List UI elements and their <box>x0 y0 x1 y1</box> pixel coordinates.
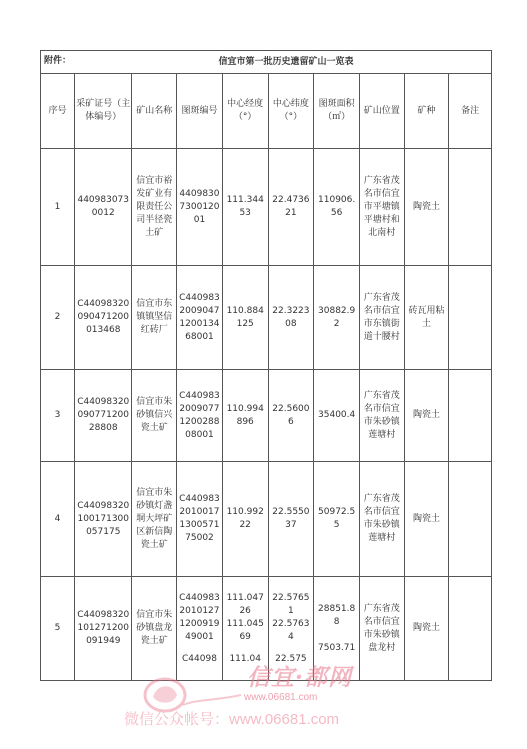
column-header: 备注 <box>449 74 492 149</box>
cell-location: 广东省茂名市信宜市朱砂镇莲塘村 <box>359 370 404 462</box>
cell-area: 30882.92 <box>314 266 360 370</box>
cell-license: C44098320101271200091949 <box>75 577 132 681</box>
cell-patch-value: C44098 <box>182 653 217 664</box>
column-header: 图斑面积（㎡） <box>314 74 360 149</box>
cell-lon <box>222 577 268 681</box>
watermark-wechat-line: 微信公众帐号：www.06681.com <box>124 711 340 728</box>
column-header: 中心经度（°） <box>222 74 268 149</box>
table-row <box>41 370 492 462</box>
cell-name: 信宜市朱砂镇信兴瓷土矿 <box>132 370 177 462</box>
cell-area: 35400.4 <box>314 370 360 462</box>
cell-lat <box>268 577 314 681</box>
cell-note <box>449 462 492 577</box>
cell-area-value: 28851.88 <box>318 603 356 627</box>
cell-name: 信宜市朱砂镇盘龙瓷土矿 <box>132 577 177 681</box>
cell-lon-value: 111.04 <box>229 653 261 664</box>
cell-area <box>314 577 360 681</box>
cell-patch: C4409832010017130057175002 <box>177 462 223 577</box>
cell-name: 信宜市裕发矿业有限责任公司半径瓷土矿 <box>132 149 177 266</box>
cell-location: 广东省茂名市信宜市东镇街道十腰村 <box>359 266 404 370</box>
cell-lon: 110.99222 <box>222 462 268 577</box>
cell-patch: C4409832009077120028808001 <box>177 370 223 462</box>
cell-note <box>449 149 492 266</box>
table-row <box>41 462 492 577</box>
cell-mineral: 陶瓷土 <box>404 149 449 266</box>
column-header: 矿山位置 <box>359 74 404 149</box>
cell-lat: 22.322308 <box>268 266 314 370</box>
cell-area: 110906.56 <box>314 149 360 266</box>
cell-lat-value: 22.57634 <box>272 618 310 642</box>
column-header: 序号 <box>41 74 75 149</box>
cell-mineral: 陶瓷土 <box>404 462 449 577</box>
cell-note <box>449 370 492 462</box>
cell-name: 信宜市东镇镇坚信红砖厂 <box>132 266 177 370</box>
column-header: 矿种 <box>404 74 449 149</box>
cell-license: C44098320090471200013468 <box>75 266 132 370</box>
cell-mineral: 陶瓷土 <box>404 370 449 462</box>
cell-location: 广东省茂名市信宜市平塘镇平塘村和北南村 <box>359 149 404 266</box>
cell-no: 3 <box>41 370 75 462</box>
cell-name: 信宜市朱砂镇灯盏垌大坪矿区新信陶瓷土矿 <box>132 462 177 577</box>
cell-patch: C4409832009047120013468001 <box>177 266 223 370</box>
cell-location: 广东省茂名市信宜市朱砂镇莲塘村 <box>359 462 404 577</box>
cell-lat: 22.56006 <box>268 370 314 462</box>
cell-lon-value: 111.04569 <box>226 618 264 642</box>
cell-lat-value: 22.57651 <box>272 592 310 616</box>
cell-patch <box>177 577 223 681</box>
table-row <box>41 266 492 370</box>
column-header: 图斑编号 <box>177 74 223 149</box>
watermark-brand: 信宜·都网 <box>247 664 353 691</box>
cell-note <box>449 577 492 681</box>
rose-logo-icon <box>143 675 243 715</box>
column-header-row <box>41 74 492 149</box>
cell-no: 5 <box>41 577 75 681</box>
column-header: 中心纬度（°） <box>268 74 314 149</box>
table-title-row <box>41 51 492 74</box>
cell-note <box>449 266 492 370</box>
cell-no: 4 <box>41 462 75 577</box>
cell-patch-value: C4409832010127120091949001 <box>179 592 220 642</box>
watermark-url: www.06681.com <box>244 692 318 703</box>
mine-list-table <box>40 50 492 681</box>
column-header: 采矿证号（主体编号） <box>75 74 132 149</box>
cell-license: C44098320100171300057175 <box>75 462 132 577</box>
cell-mineral: 砖瓦用粘土 <box>404 266 449 370</box>
cell-mineral: 陶瓷土 <box>404 577 449 681</box>
cell-lat-value: 22.575 <box>275 653 307 664</box>
table-title: 信宜市第一批历史遗留矿山一览表 <box>218 56 354 67</box>
cell-license: 4409830730012 <box>75 149 132 266</box>
table-row <box>41 577 492 681</box>
cell-lon-value: 111.04726 <box>226 592 264 616</box>
table-row <box>41 149 492 266</box>
cell-location: 广东省茂名市信宜市朱砂镇盘龙村 <box>359 577 404 681</box>
cell-lat: 22.555037 <box>268 462 314 577</box>
cell-license: C4409832009077120028808 <box>75 370 132 462</box>
cell-lon: 111.34453 <box>222 149 268 266</box>
column-header: 矿山名称 <box>132 74 177 149</box>
cell-lat: 22.473621 <box>268 149 314 266</box>
cell-lon: 110.884125 <box>222 266 268 370</box>
cell-area-value: 7503.71 <box>318 642 356 653</box>
cell-no: 2 <box>41 266 75 370</box>
cell-patch: 4409830730012001 <box>177 149 223 266</box>
attachment-label: 附件： <box>44 56 72 66</box>
cell-no: 1 <box>41 149 75 266</box>
cell-area: 50972.55 <box>314 462 360 577</box>
cell-lon: 110.994896 <box>222 370 268 462</box>
